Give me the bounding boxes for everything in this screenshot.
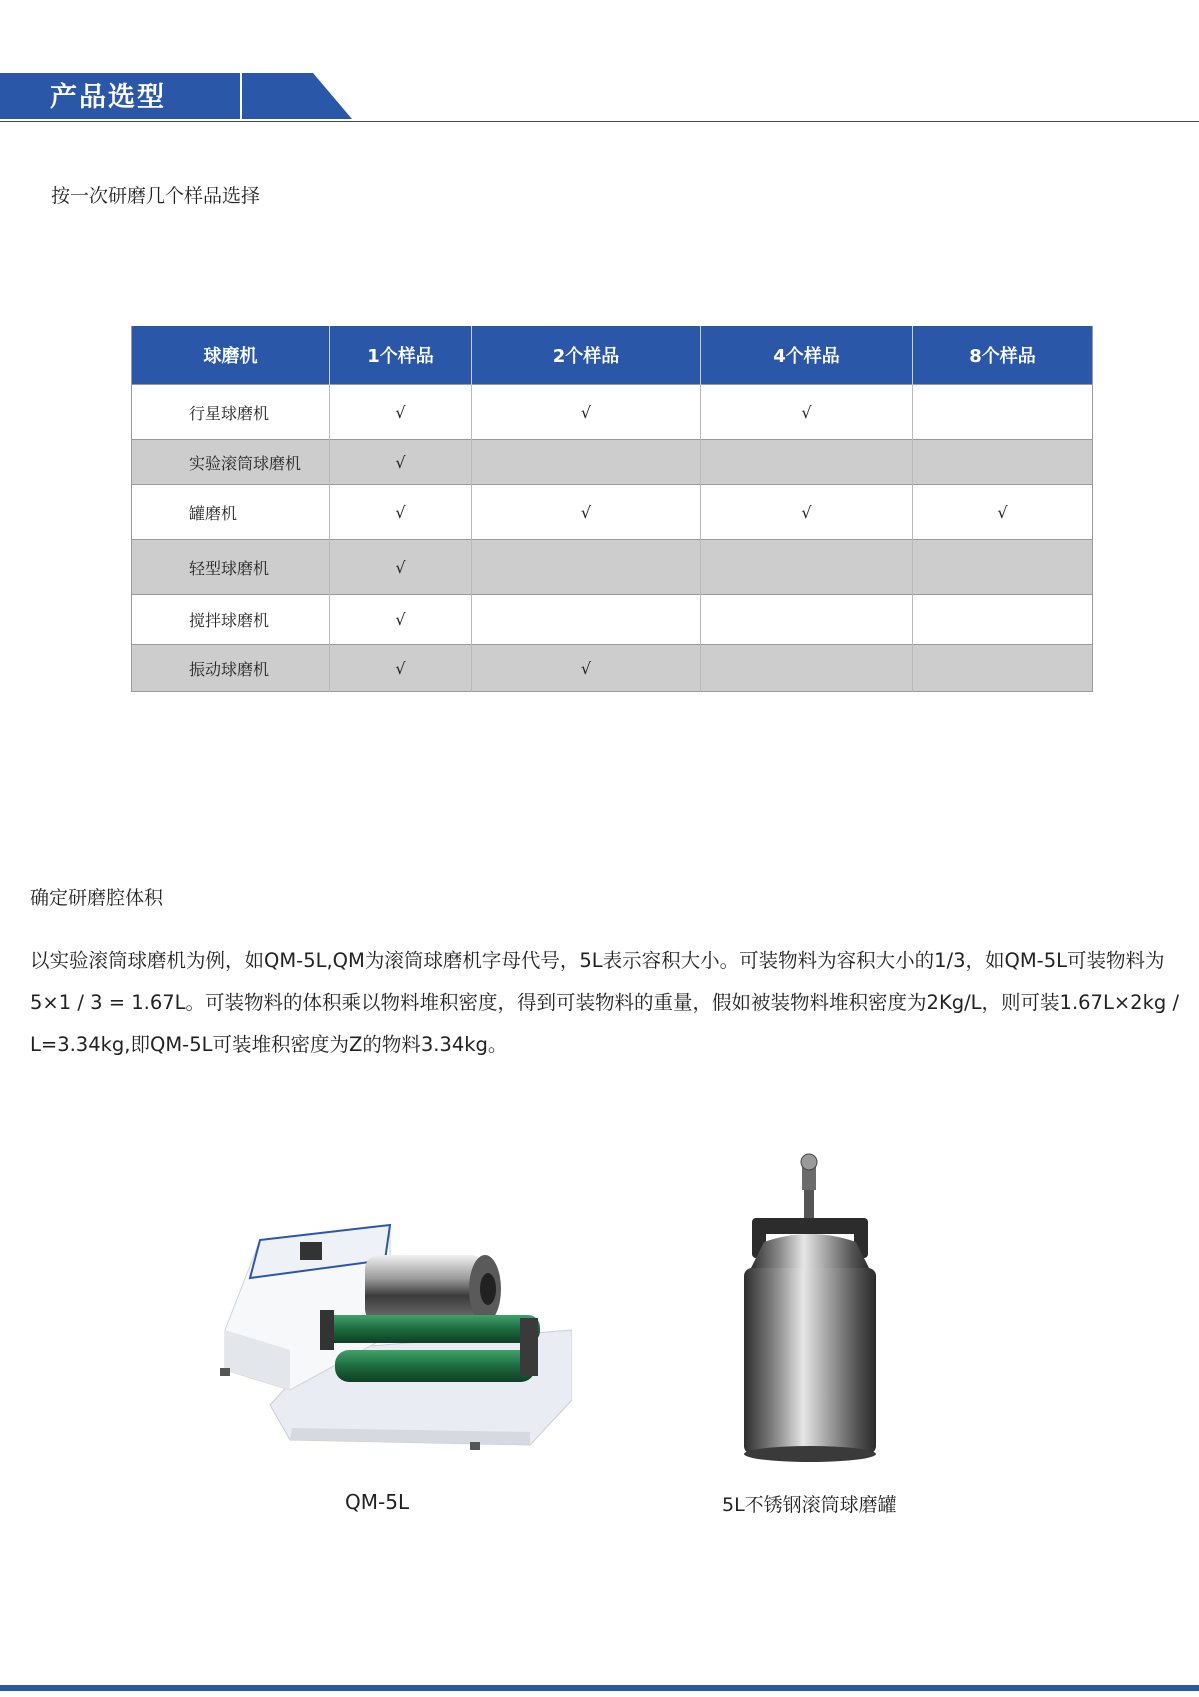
check-cell (913, 440, 1093, 485)
section-title: 确定研磨腔体积 (30, 887, 164, 909)
image-caption: 5L不锈钢滚筒球磨罐 (722, 1494, 897, 1516)
check-cell: √ (701, 385, 913, 440)
table-row (132, 540, 1093, 595)
selection-table (131, 326, 1093, 692)
table-row (132, 645, 1093, 692)
check-cell: √ (330, 485, 472, 540)
mill-name: 搅拌球磨机 (132, 595, 330, 645)
check-cell: √ (913, 485, 1093, 540)
check-cell (701, 440, 913, 485)
check-cell (472, 440, 701, 485)
page-title: 产品选型 (50, 82, 166, 113)
column-header: 8个样品 (913, 326, 1093, 385)
mill-name: 罐磨机 (132, 485, 330, 540)
check-cell (913, 595, 1093, 645)
check-cell: √ (330, 540, 472, 595)
check-cell (472, 595, 701, 645)
check-cell: √ (330, 385, 472, 440)
check-cell (701, 595, 913, 645)
mill-name: 振动球磨机 (132, 645, 330, 692)
mill-name: 轻型球磨机 (132, 540, 330, 595)
check-cell: √ (330, 440, 472, 485)
check-cell (913, 645, 1093, 692)
explanation-paragraph: 以实验滚筒球磨机为例，如QM-5L,QM为滚筒球磨机字母代号，5L表示容积大小。可装物料为容积大小的1/3，如QM-5L可装物料为5×1 / 3 = 1.67L。可装物料的体积乘以物料堆积密度，得到可装物料的重量，假如被装物料堆积密度为2Kg/L，则可装1.67L×2kg / L=3.34kg,即QM-5L可装堆积密度为Z的物料3.34kg。 (30, 949, 1180, 1056)
check-cell (913, 540, 1093, 595)
check-cell (701, 645, 913, 692)
section-subtitle: 按一次研磨几个样品选择 (51, 185, 261, 207)
table-row (132, 440, 1093, 485)
check-cell (701, 540, 913, 595)
roller-mill-image (200, 1200, 572, 1450)
check-cell: √ (701, 485, 913, 540)
check-cell (913, 385, 1093, 440)
check-cell: √ (472, 385, 701, 440)
table-row (132, 595, 1093, 645)
column-header: 球磨机 (132, 326, 330, 385)
column-header: 1个样品 (330, 326, 472, 385)
mill-name: 行星球磨机 (132, 385, 330, 440)
table-header-row (132, 326, 1093, 385)
mill-name: 实验滚筒球磨机 (132, 440, 330, 485)
column-header: 4个样品 (701, 326, 913, 385)
check-cell: √ (472, 645, 701, 692)
table-row (132, 385, 1093, 440)
table-row (132, 485, 1093, 540)
check-cell: √ (330, 595, 472, 645)
check-cell: √ (330, 645, 472, 692)
footer-bar (0, 1685, 1199, 1691)
image-caption: QM-5L (345, 1490, 410, 1514)
check-cell: √ (472, 485, 701, 540)
header-divider (0, 121, 1199, 122)
check-cell (472, 540, 701, 595)
column-header: 2个样品 (472, 326, 701, 385)
steel-jar-image (724, 1152, 896, 1470)
